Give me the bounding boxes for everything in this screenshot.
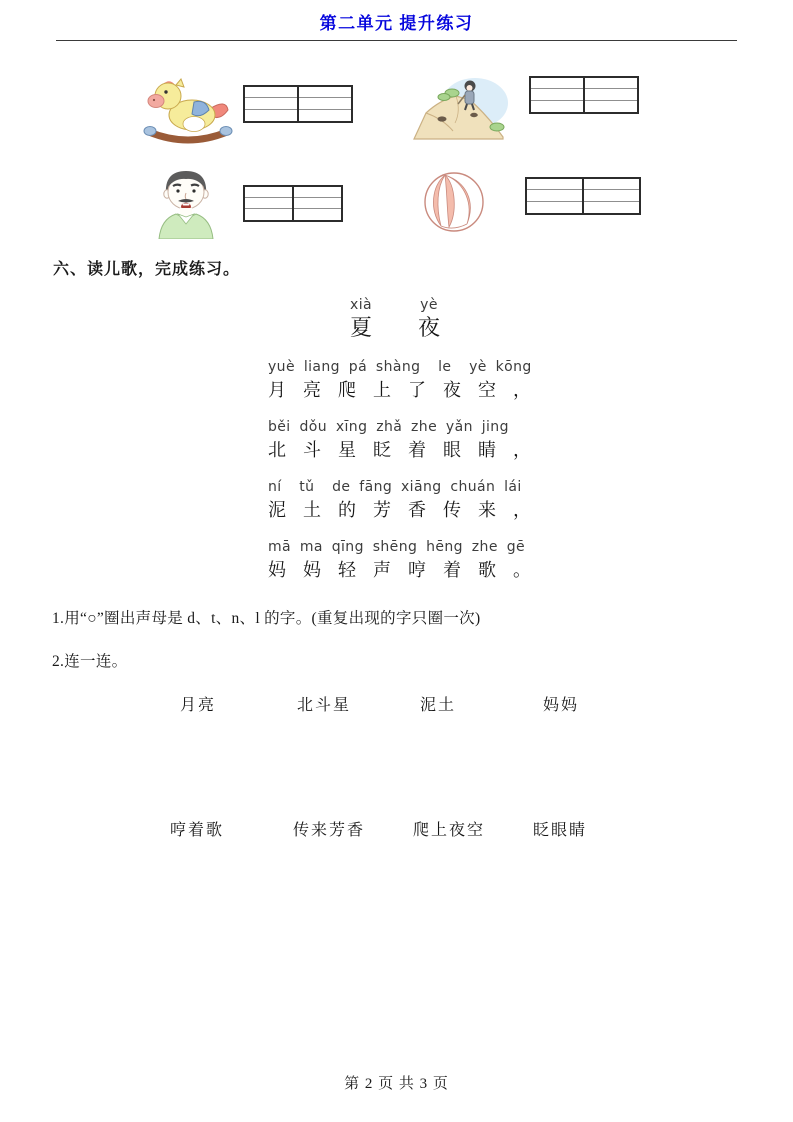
hill-climbing-image	[411, 73, 509, 143]
match-word-bottom-hengzhege[interactable]: 哼着歌	[170, 822, 225, 839]
poem-line-hanzi: 北斗星眨着眼睛，	[268, 440, 548, 460]
poem-line-hanzi: 妈妈轻声哼着歌。	[268, 560, 548, 580]
question-1: 1.用“○”圈出声母是 d、t、n、l 的字。(重复出现的字只圈一次)	[52, 610, 481, 627]
beach-ball-image	[423, 171, 485, 233]
poem-line-pinyin: ní tǔ de fāng xiāng chuán lái	[268, 479, 522, 495]
poem-line	[268, 417, 548, 463]
poem-title-hanzi: 夏	[350, 315, 373, 340]
header-divider	[56, 40, 737, 41]
poem-title-pinyin: yè	[420, 297, 438, 313]
poem-line-pinyin: yuè liang pá shàng le yè kōng	[268, 359, 532, 375]
grid-line	[583, 78, 585, 112]
poem-line-hanzi: 月亮爬上了夜空，	[268, 380, 548, 400]
father-image	[147, 163, 225, 239]
poem-line-hanzi: 泥土的芳香传来，	[268, 500, 548, 520]
rocking-horse-image	[141, 77, 235, 145]
pinyin-writing-grid-1[interactable]	[243, 85, 353, 123]
pinyin-writing-grid-2[interactable]	[529, 76, 639, 114]
match-word-bottom-zhayanjing[interactable]: 眨眼睛	[533, 822, 588, 839]
grid-line	[292, 187, 294, 220]
poem-title	[350, 296, 548, 342]
poem-line-pinyin: mā ma qīng shēng hēng zhe gē	[268, 539, 525, 555]
pinyin-writing-grid-4[interactable]	[525, 177, 641, 215]
poem-line-pinyin: běi dǒu xīng zhǎ zhe yǎn jing	[268, 419, 509, 435]
poem-title-hanzi: 夜	[418, 315, 441, 340]
poem-line	[268, 537, 548, 583]
poem-line	[268, 357, 548, 403]
poem-title-pinyin: xià	[350, 297, 372, 313]
grid-line	[297, 87, 299, 121]
page-footer: 第 2 页 共 3 页	[344, 1076, 449, 1092]
page-title: 第二单元 提升练习	[319, 14, 474, 33]
pinyin-writing-grid-3[interactable]	[243, 185, 343, 222]
section-six-heading: 六、读儿歌，完成练习。	[53, 261, 241, 278]
match-word-top-beidouxing[interactable]: 北斗星	[297, 697, 352, 714]
match-word-top-nitu[interactable]: 泥土	[420, 697, 457, 714]
poem	[268, 296, 548, 597]
question-2: 2.连一连。	[52, 653, 128, 670]
poem-line	[268, 477, 548, 523]
match-word-bottom-chuanlaifangxiang[interactable]: 传来芳香	[293, 822, 366, 839]
match-word-top-yueliang[interactable]: 月亮	[180, 697, 217, 714]
match-word-top-mama[interactable]: 妈妈	[543, 697, 580, 714]
match-word-bottom-pashangyekong[interactable]: 爬上夜空	[413, 822, 486, 839]
grid-line	[582, 179, 584, 213]
